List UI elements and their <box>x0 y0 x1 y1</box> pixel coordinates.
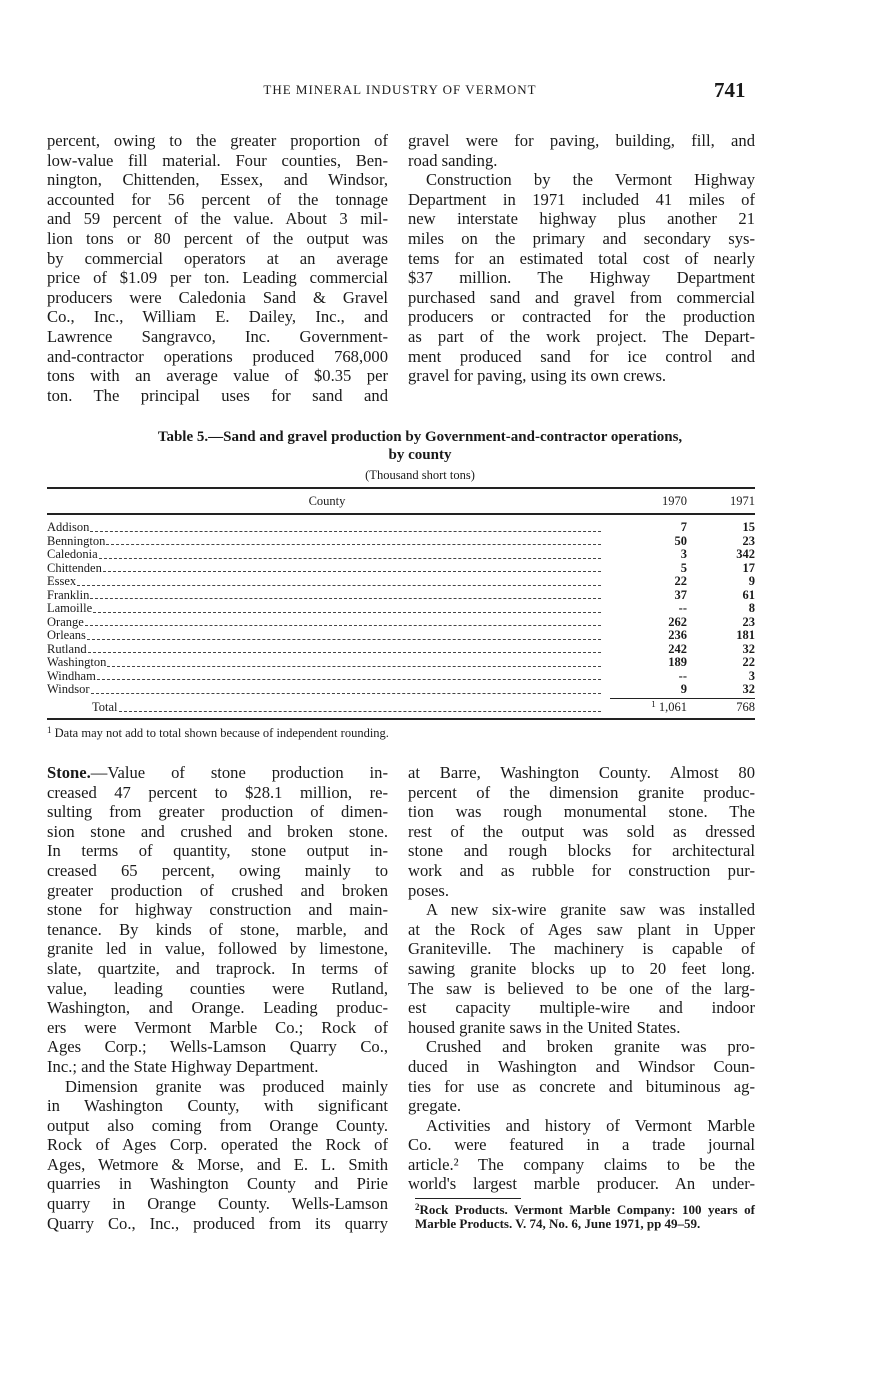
table-footnote-text: Data may not add to total shown because of independent rounding. <box>54 726 389 740</box>
county-name: Orleans <box>47 629 86 642</box>
text-line: gravel for paving, using its own crews. <box>408 366 667 386</box>
text-line: quarry in Orange County. Wells-Lamson <box>47 1194 388 1214</box>
text-line: Stone.—Value of stone production in- <box>47 763 388 782</box>
table-bottom-rule <box>47 718 755 720</box>
text-line: lion tons or 80 percent of the output was <box>47 228 388 248</box>
footnote-2-text: Rock Products. Vermont Marble Company: 100 years of Marble Products. V. 74, No. 6, June 1971, pp 49–59. <box>415 1202 755 1231</box>
text-line: tenance. By kinds of stone, marble, and <box>47 919 388 939</box>
value-1971: 15 <box>742 521 755 534</box>
value-1971: 181 <box>736 629 755 642</box>
text-column-bottom-left <box>47 763 388 1233</box>
footnote-2-mark: 2 <box>415 1202 420 1212</box>
text-line: low-value fill material. Four counties, Ben- <box>47 150 388 170</box>
text-line: Rock of Ages Corp. operated the Rock of <box>47 1135 388 1155</box>
value-1970: 5 <box>680 561 687 575</box>
table-body <box>47 521 755 697</box>
table-subtitle: (Thousand short tons) <box>365 468 475 482</box>
text-line: quarries in Washington County and Pirie <box>47 1174 388 1194</box>
dot-leader <box>91 683 601 694</box>
text-line: Co. were featured in a trade journal <box>408 1135 755 1155</box>
dot-leader <box>119 701 601 712</box>
value-1971: 342 <box>736 548 755 561</box>
table-row <box>47 643 755 657</box>
table-title-line1: Table 5.—Sand and gravel production by Government-and-contractor operations, <box>157 429 683 445</box>
text-line: gregate. <box>408 1096 461 1116</box>
text-column-bottom-right <box>408 763 755 1194</box>
text-line: output also coming from Orange County. <box>47 1115 388 1135</box>
text-line: rest of the output was sold as dressed <box>408 821 755 841</box>
text-line: as part of the work project. The Depart- <box>408 326 755 346</box>
county-name: Bennington <box>47 534 106 548</box>
text-line: at the Rock of Ages saw plant in Upper <box>408 919 755 939</box>
county-name: Orange <box>47 615 84 629</box>
table-title <box>40 428 800 464</box>
text-line: Graniteville. The machinery is capable of <box>408 939 755 959</box>
table-row <box>47 521 755 535</box>
text-line: miles on the primary and secondary sys- <box>408 228 755 248</box>
value-1971: 8 <box>748 602 755 615</box>
text-line: work and as rubble for construction pur- <box>408 860 755 880</box>
text-line: housed granite saws in the United States. <box>408 1017 681 1037</box>
value-1970: 262 <box>668 615 687 629</box>
dot-leader <box>90 589 601 600</box>
text-line: sion stone and crushed and broken stone. <box>47 821 388 841</box>
paragraph <box>47 763 388 1077</box>
text-line: est capacity multiple-wire and indoor <box>408 998 755 1018</box>
value-1970: 7 <box>680 521 687 534</box>
dot-leader <box>90 521 601 532</box>
total-rule <box>610 698 755 699</box>
value-1971: 9 <box>748 575 755 588</box>
text-line: A new six-wire granite saw was installed <box>426 900 755 920</box>
table-title-line2: by county <box>388 447 452 463</box>
total-label: Total <box>92 701 118 714</box>
dot-leader <box>87 629 601 640</box>
value-1971: 23 <box>742 534 755 548</box>
text-line: gravel were for paving, building, fill, and <box>408 131 755 150</box>
text-line: slate, quartzite, and traprock. In terms of <box>47 958 388 978</box>
paragraph <box>47 131 388 405</box>
text-line: Co., Inc., William E. Dailey, Inc., and <box>47 307 388 327</box>
paragraph <box>47 1077 388 1234</box>
text-line: $37 million. The Highway Department <box>408 268 755 288</box>
table-footnote-mark: 1 <box>47 725 52 735</box>
text-line: Quarry Co., Inc., produced from its quarry <box>47 1213 388 1233</box>
text-line: tems for an estimated total cost of nearly <box>408 248 755 268</box>
paragraph <box>408 763 755 900</box>
text-column-top-right <box>408 131 755 386</box>
text-line: ment produced sand for ice control and <box>408 346 755 366</box>
text-line: new interstate highway plus another 21 <box>408 209 755 229</box>
table-row <box>47 589 755 603</box>
text-line: in Washington County, with significant <box>47 1096 388 1116</box>
value-1970: -- <box>678 602 687 615</box>
text-line: In terms of quantity, stone output in- <box>47 841 388 861</box>
dot-leader <box>77 575 601 586</box>
text-line: Washington, and Orange. Leading produc- <box>47 998 388 1018</box>
text-line: ers were Vermont Marble Co.; Rock of <box>47 1017 388 1037</box>
text-line: by commercial operators at an average <box>47 248 388 268</box>
table-header <box>47 493 755 509</box>
total-1971: 768 <box>736 701 755 714</box>
table-total-row <box>47 701 755 715</box>
table-footnote <box>47 726 389 741</box>
text-column-top-left <box>47 131 388 405</box>
text-line: purchased sand and gravel from commercial <box>408 287 755 307</box>
value-1970: 189 <box>668 656 687 669</box>
dot-leader <box>97 670 601 681</box>
value-1970: 50 <box>674 534 687 548</box>
text-line: ties for use as concrete and bituminous ag- <box>408 1076 755 1096</box>
dot-leader <box>99 548 601 559</box>
text-line: granite led in value, followed by limestone, <box>47 939 388 959</box>
table-row <box>47 670 755 684</box>
footnote-separator <box>415 1198 521 1199</box>
text-line: article.² The company claims to be the <box>408 1154 755 1174</box>
text-line: Lawrence Sangravco, Inc. Government- <box>47 326 388 346</box>
text-line: tion was rough monumental stone. The <box>408 802 755 822</box>
text-line: Ages Corp.; Wells-Lamson Quarry Co., <box>47 1037 388 1057</box>
value-1970: -- <box>678 669 687 683</box>
value-1971: 3 <box>748 669 755 683</box>
dot-leader <box>85 616 601 627</box>
dot-leader <box>93 602 601 613</box>
text-line: price of $1.09 per ton. Leading commercial <box>47 268 388 288</box>
table-header-rule <box>47 513 755 515</box>
dot-leader <box>103 562 601 573</box>
footnote-mark: 1 <box>651 701 656 709</box>
county-name: Rutland <box>47 642 87 656</box>
paragraph <box>408 170 755 386</box>
table-row <box>47 616 755 630</box>
text-line: and 59 percent of the value. About 3 mil- <box>47 209 388 229</box>
col-header-1971: 1971 <box>730 494 755 508</box>
paragraph <box>408 900 755 1037</box>
value-1971: 61 <box>742 588 755 602</box>
text-line: producers were Caledonia Sand & Gravel <box>47 287 388 307</box>
text-line: and-contractor operations produced 768,000 <box>47 346 388 366</box>
text-line: Inc.; and the State Highway Department. <box>47 1056 319 1076</box>
text-line: sulting from greater production of dimen- <box>47 802 388 822</box>
value-1970: 9 <box>680 683 687 696</box>
county-name: Windham <box>47 669 96 683</box>
value-1971: 23 <box>742 615 755 629</box>
value-1970: 22 <box>674 575 687 588</box>
col-header-1970: 1970 <box>662 494 687 508</box>
text-line: at Barre, Washington County. Almost 80 <box>408 763 755 782</box>
page-number: 741 <box>714 78 746 102</box>
table-row <box>47 535 755 549</box>
value-1970: 242 <box>668 642 687 656</box>
text-line: percent of the dimension granite produc- <box>408 782 755 802</box>
text-line: Construction by the Vermont Highway <box>426 170 755 190</box>
table-row <box>47 562 755 576</box>
text-line: road sanding. <box>408 150 498 170</box>
text-line: stone and rough blocks for architectural <box>408 841 755 861</box>
text-line: duced in Washington and Windsor Coun- <box>408 1056 755 1076</box>
text-line: sawing granite blocks up to 20 feet long. <box>408 958 755 978</box>
value-1971: 32 <box>742 642 755 656</box>
section-heading: Stone. <box>47 763 91 782</box>
text-line: producers or contracted for the production <box>408 307 755 327</box>
text-line: creased 65 percent, owing mainly to <box>47 860 388 880</box>
value-1970: 37 <box>674 588 687 602</box>
text-line: accounted for 56 percent of the tonnage <box>47 189 388 209</box>
paragraph <box>408 1037 755 1115</box>
value-1970: 236 <box>668 629 687 642</box>
text-line: percent, owing to the greater proportion of <box>47 131 388 150</box>
county-name: Washington <box>47 656 107 669</box>
text-line: Activities and history of Vermont Marble <box>426 1115 755 1135</box>
text-line: The saw is believed to be one of the larg- <box>408 978 755 998</box>
table-row <box>47 548 755 562</box>
dot-leader <box>106 535 601 546</box>
value-1971: 22 <box>742 656 755 669</box>
col-header-county: County <box>308 494 346 508</box>
dot-leader <box>107 656 601 667</box>
dot-leader <box>88 643 601 654</box>
table-row <box>47 575 755 589</box>
county-name: Caledonia <box>47 548 98 561</box>
table-top-rule <box>47 487 755 489</box>
text-line: Dimension granite was produced mainly <box>65 1076 388 1096</box>
text-line: Crushed and broken granite was pro- <box>426 1037 755 1057</box>
value-1971: 32 <box>742 683 755 696</box>
value-1971: 17 <box>742 561 755 575</box>
text-line: world's largest marble producer. An under- <box>408 1174 755 1194</box>
running-title: THE MINERAL INDUSTRY OF VERMONT <box>263 82 537 97</box>
paragraph <box>408 1116 755 1194</box>
text-line: stone for highway construction and main- <box>47 900 388 920</box>
county-name: Addison <box>47 521 90 534</box>
county-name: Essex <box>47 575 77 588</box>
value-1970: 3 <box>680 548 687 561</box>
text-line: nington, Chittenden, Essex, and Windsor, <box>47 170 388 190</box>
footnote-2 <box>415 1203 755 1230</box>
text-line: tons with an average value of $0.35 per <box>47 366 388 386</box>
county-name: Franklin <box>47 588 90 602</box>
text-line: value, leading counties were Rutland, <box>47 978 388 998</box>
county-name: Windsor <box>47 683 90 696</box>
text-line: poses. <box>408 880 450 900</box>
table-row <box>47 656 755 670</box>
text-line: greater production of crushed and broken <box>47 880 388 900</box>
table-row <box>47 602 755 616</box>
table-row <box>47 629 755 643</box>
paragraph <box>408 131 755 170</box>
county-name: Lamoille <box>47 602 93 615</box>
county-name: Chittenden <box>47 561 102 575</box>
text-line: ton. The principal uses for sand and <box>47 385 388 405</box>
total-1970: 1,061 <box>658 701 687 714</box>
text-line: creased 47 percent to $28.1 million, re- <box>47 782 388 802</box>
text-line: Ages, Wetmore & Morse, and E. L. Smith <box>47 1154 388 1174</box>
table-row <box>47 683 755 697</box>
text-line: Department in 1971 included 41 miles of <box>408 189 755 209</box>
